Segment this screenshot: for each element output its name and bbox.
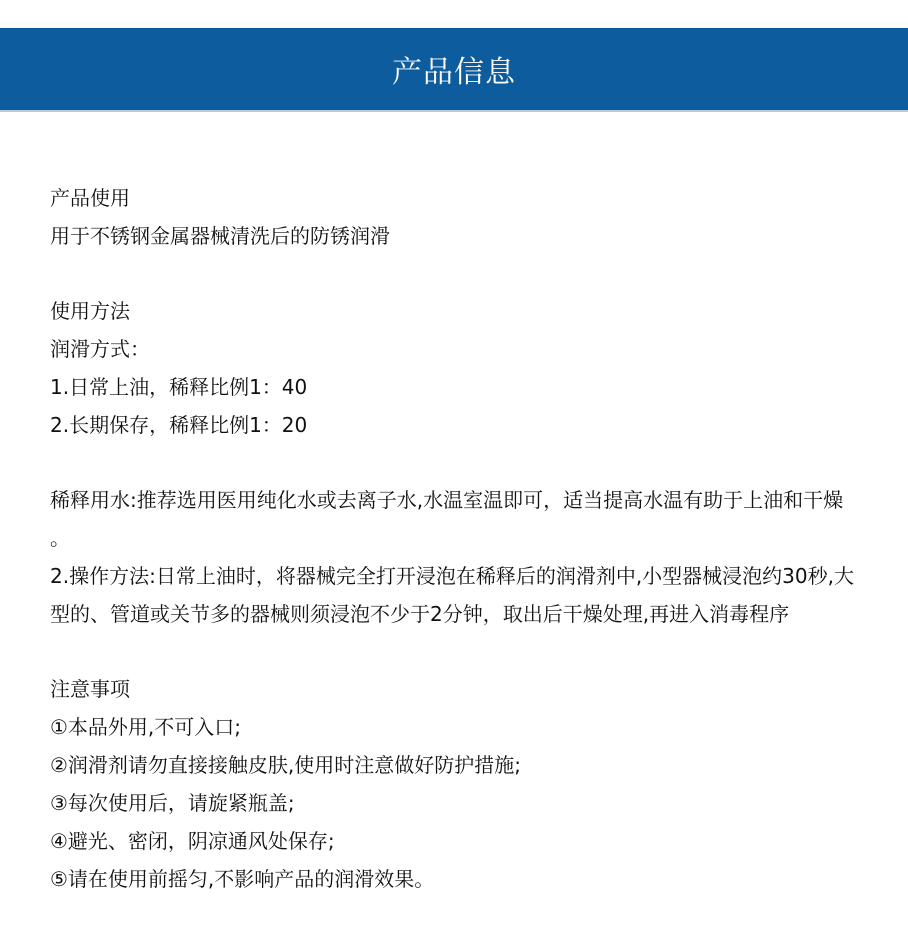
- text-line: 型的、管道或关节多的器械则须浸泡不少于2分钟，取出后干燥处理,再进入消毒程序: [50, 602, 790, 626]
- text-line: 用于不锈钢金属器械清洗后的防锈润滑: [50, 224, 390, 248]
- text-line: 1.日常上油，稀释比例1：40: [50, 375, 308, 399]
- section-product-usage: [50, 179, 862, 255]
- product-description: [50, 179, 862, 898]
- text-line: ③每次使用后，请旋紧瓶盖;: [50, 791, 295, 815]
- text-line: ②润滑剂请勿直接接触皮肤,使用时注意做好防护措施;: [50, 753, 522, 777]
- text-line: 2.操作方法:日常上油时，将器械完全打开浸泡在稀释后的润滑剂中,小型器械浸泡约30秒,大: [50, 564, 854, 588]
- header-banner: [0, 28, 908, 112]
- section-precautions: [50, 670, 862, 898]
- text-line: 使用方法: [50, 299, 130, 323]
- section-usage-method: [50, 292, 862, 444]
- text-line: ①本品外用,不可入口;: [50, 715, 242, 739]
- page-title: 产品信息: [392, 55, 516, 90]
- section-operation-details: [50, 481, 862, 633]
- text-line: 产品使用: [50, 186, 130, 210]
- text-line: 注意事项: [50, 677, 130, 701]
- text-line: 润滑方式：: [50, 337, 150, 361]
- text-line: 。: [50, 526, 70, 550]
- text-line: 稀释用水:推荐选用医用纯化水或去离子水,水温室温即可，适当提高水温有助于上油和干燥: [50, 488, 844, 512]
- text-line: 2.长期保存，稀释比例1：20: [50, 413, 308, 437]
- text-line: ④避光、密闭，阴凉通风处保存;: [50, 829, 335, 853]
- text-line: ⑤请在使用前摇匀,不影响产品的润滑效果。: [50, 867, 435, 891]
